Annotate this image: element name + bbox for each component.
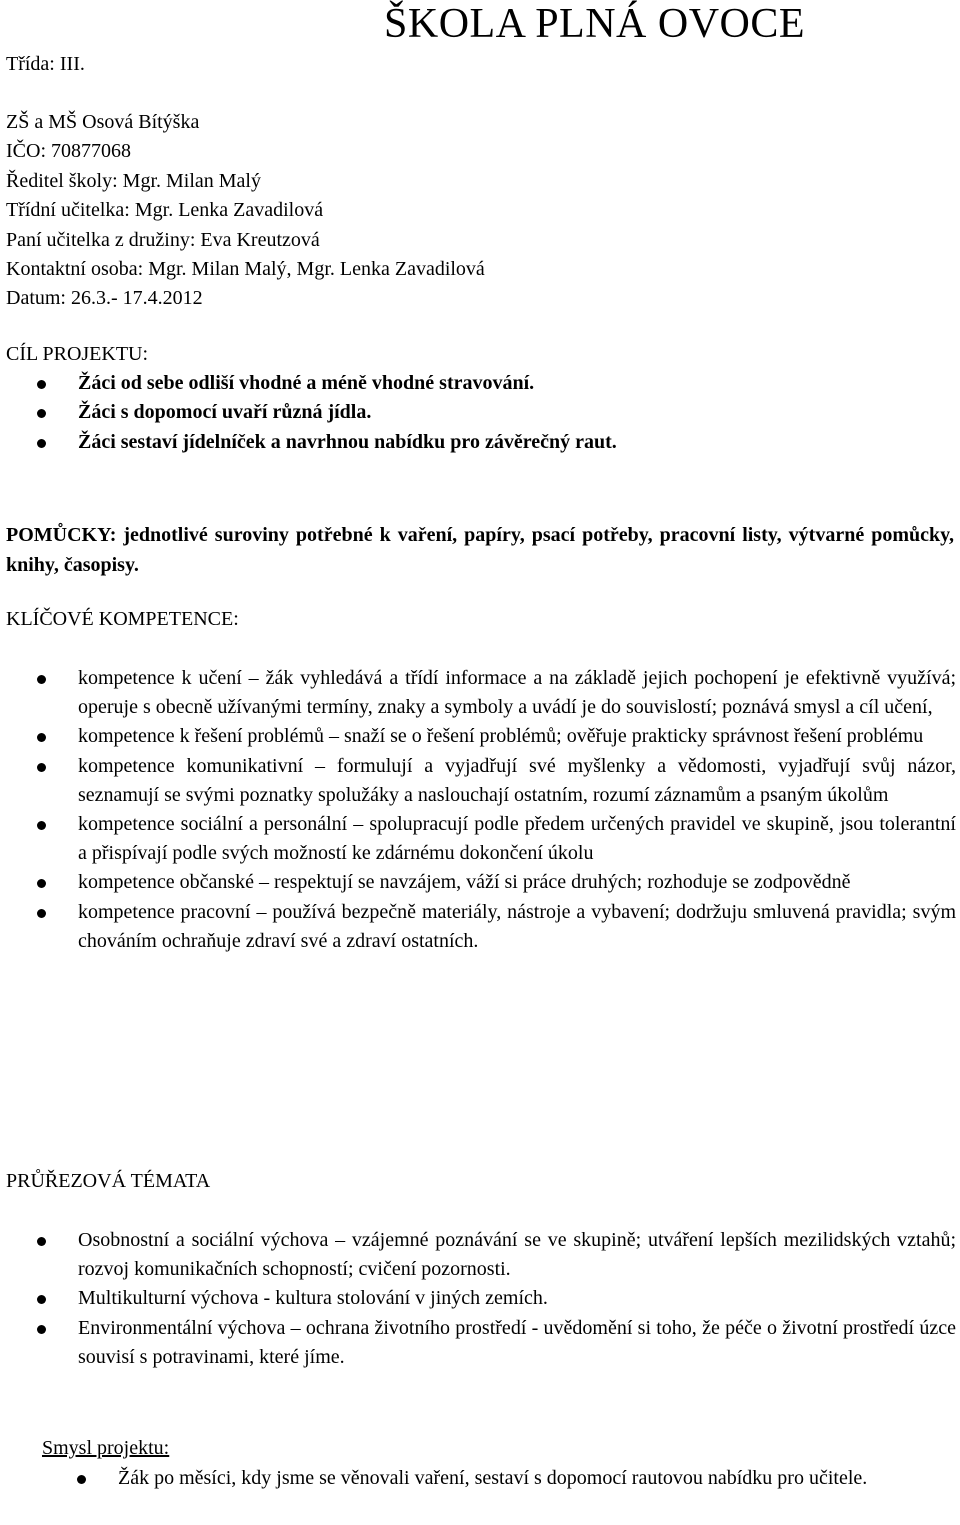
purpose-heading: Smysl projektu: [42,1437,170,1459]
cross-topics-heading: PRŮŘEZOVÁ TÉMATA [6,1170,211,1192]
school-name: ZŠ a MŠ Osová Bítýška [6,111,200,133]
goals-heading: CÍL PROJEKTU: [6,343,149,365]
list-item: Žáci s dopomocí uvaří různá jídla. [6,398,766,427]
after-school-teacher: Paní učitelka z družiny: Eva Kreutzová [6,228,320,251]
list-item: kompetence komunikativní – formulují a vyjadřují své myšlenky a vědomosti, vyjadřují svůj názor, seznamují se svými poznatky spolužáky a naslouchají ostatním, rozumí záznamům a psaným úkolům [6,752,956,810]
competences-heading: KLÍČOVÉ KOMPETENCE: [6,608,239,630]
list-item: Žáci sestaví jídelníček a navrhnou nabídku pro závěrečný raut. [6,428,766,457]
list-item: kompetence k učení – žák vyhledává a třídí informace a na základě jejich pochopení je efektivně využívá; operuje s obecně užívanými termíny, znaky a symboly a uvádí je do souvislostí; poznává smysl a cíl učení, [6,664,956,722]
list-item: kompetence občanské – respektují se navzájem, váží si práce druhých; rozhoduje se zodpovědně [6,868,956,897]
school-director: Ředitel školy: Mgr. Milan Malý [6,169,261,192]
school-ico: IČO: 70877068 [6,140,131,163]
competences-list [6,664,956,956]
list-item: kompetence k řešení problémů – snaží se o řešení problémů; ověřuje prakticky správnost řešení problému [6,722,956,751]
list-item: Osobnostní a sociální výchova – vzájemné poznávání se ve skupině; utváření lepších mezilidských vztahů; rozvoj komunikačních schopností; cvičení pozornosti. [6,1226,956,1284]
project-date: Datum: 26.3.- 17.4.2012 [6,287,203,310]
list-item: Environmentální výchova – ochrana životního prostředí - uvědomění si toho, že péče o životní prostředí úzce souvisí s potravinami, které jíme. [6,1314,956,1372]
list-item: kompetence sociální a personální – spolupracují podle předem určených pravidel ve skupině, jsou tolerantní a přispívají podle svých možností ke zdárnému dokončení úkolu [6,810,956,868]
page-title: ŠKOLA PLNÁ OVOCE [384,1,806,47]
class-label: Třída: III. [6,53,85,75]
list-item: kompetence pracovní – používá bezpečně materiály, nástroje a vybavení; dodržuju smluvená pravidla; svým chováním ochraňuje zdraví své a zdraví ostatních. [6,898,956,956]
class-teacher: Třídní učitelka: Mgr. Lenka Zavadilová [6,199,324,222]
list-item: Multikulturní výchova - kultura stolování v jiných zemích. [6,1284,956,1313]
goals-list [6,369,766,457]
purpose-list [46,1464,956,1493]
tools-paragraph: POMŮCKY: jednotlivé suroviny potřebné k vaření, papíry, psací potřeby, pracovní listy, výtvarné pomůcky, knihy, časopisy. [6,524,954,576]
contact-person: Kontaktní osoba: Mgr. Milan Malý, Mgr. Lenka Zavadilová [6,257,485,280]
school-info [6,108,485,314]
list-item: Žák po měsíci, kdy jsme se věnovali vaření, sestaví s dopomocí rautovou nabídku pro učitele. [46,1464,956,1493]
list-item: Žáci od sebe odliší vhodné a méně vhodné stravování. [6,369,766,398]
cross-topics-list [6,1226,956,1372]
